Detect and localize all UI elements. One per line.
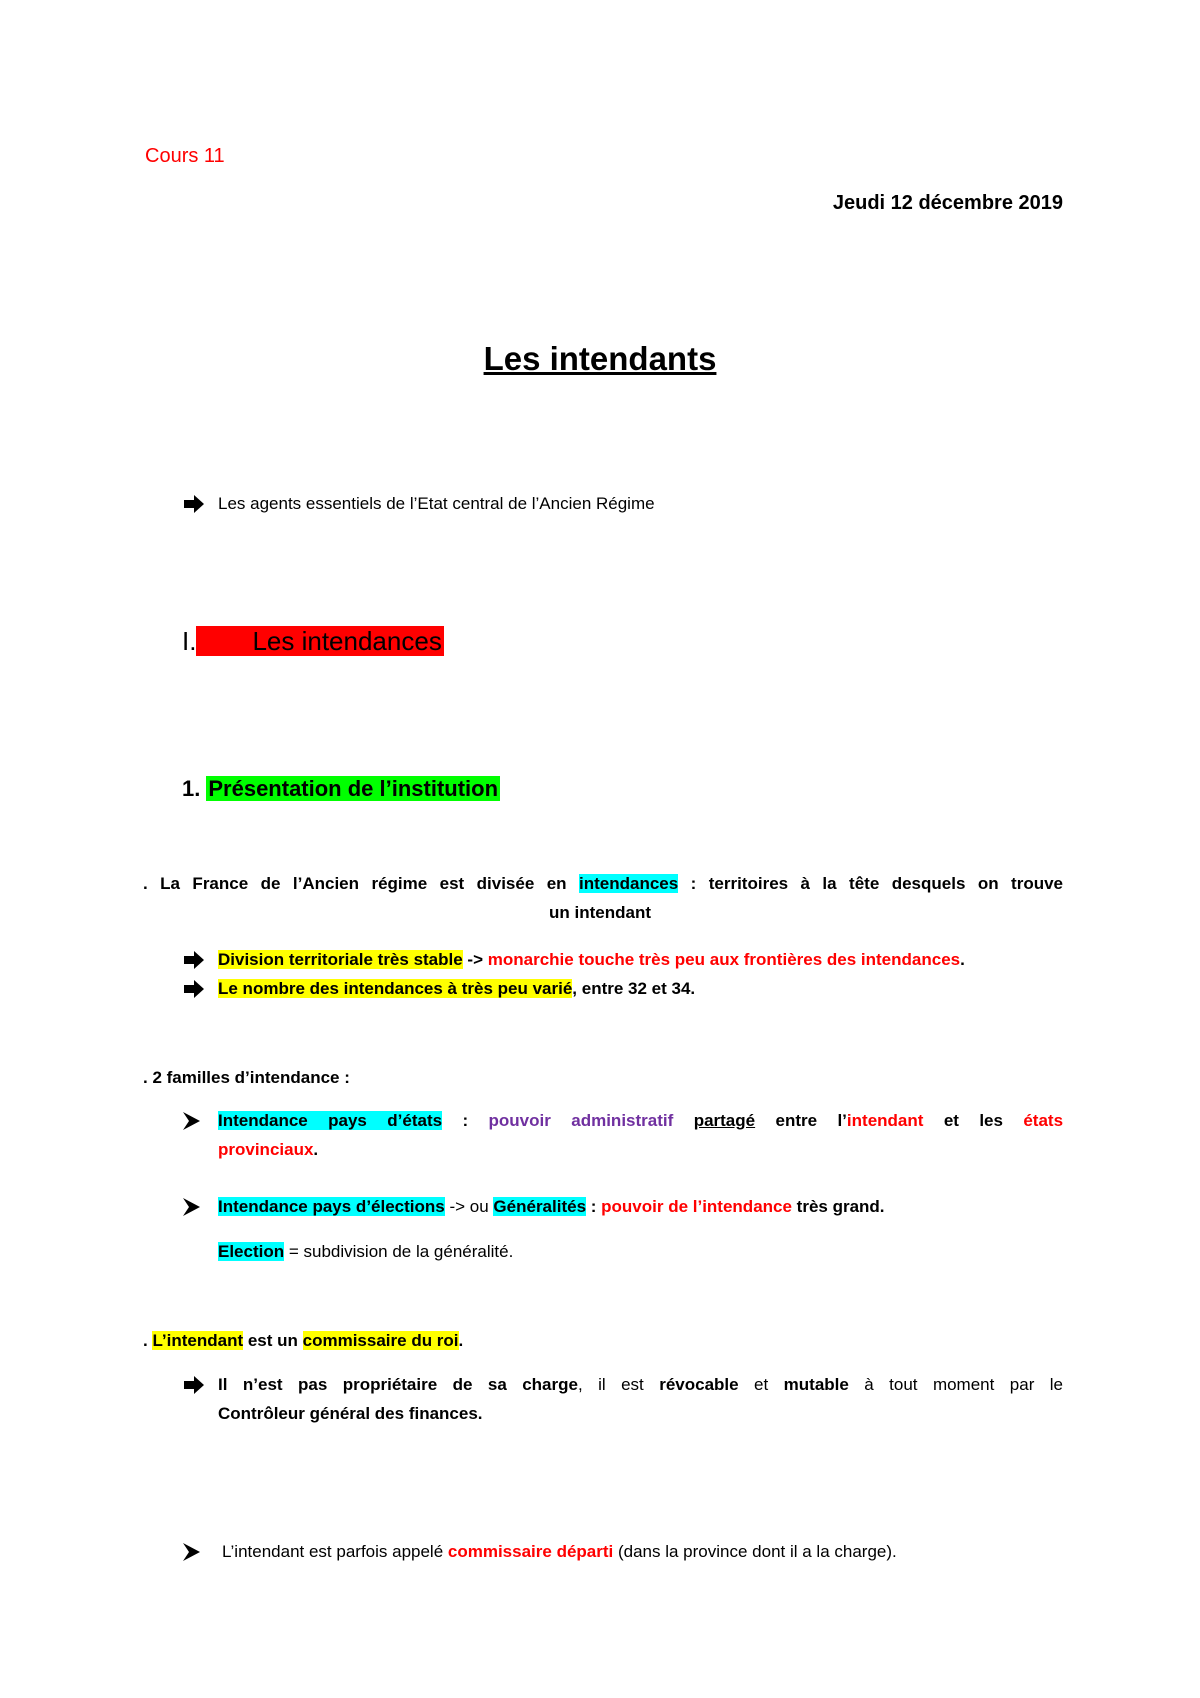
bullet-revocable: Il n’est pas propriétaire de sa charge, il est révocable et mutable à tout moment par le: [218, 1375, 1064, 1394]
bullet-pays-elections: Intendance pays d’élections -> ou Généralités : pouvoir de l’intendance très grand.: [218, 1197, 885, 1216]
arrow-bullet-icon: [182, 949, 206, 971]
subsection-heading: [182, 776, 500, 802]
bullet-division-stable: Division territoriale très stable -> monarchie touche très peu aux frontières des intendances.: [218, 950, 965, 969]
section-title: Les intendances: [196, 626, 443, 656]
paragraph-division-end: un intendant: [549, 903, 651, 922]
chevron-bullet-icon: [180, 1196, 204, 1218]
subsection-title: Présentation de l’institution: [208, 776, 499, 801]
arrow-bullet-icon: [182, 1374, 206, 1396]
bullet-revocable-end: Contrôleur général des finances.: [218, 1404, 483, 1423]
intro-text: Les agents essentiels de l’Etat central de l’Ancien Régime: [218, 494, 655, 513]
bullet-commissaire-departi: L’intendant est parfois appelé commissaire départi (dans la province dont il a la charge).: [222, 1542, 897, 1561]
course-label: Cours 11: [145, 145, 225, 167]
paragraph-familles: . 2 familles d’intendance :: [143, 1068, 350, 1087]
term-election: Election: [218, 1242, 285, 1261]
term-intendances: intendances: [579, 874, 679, 893]
bullet-nombre-intendances: Le nombre des intendances à très peu varié, entre 32 et 34.: [218, 979, 696, 998]
subsection-number: 1.: [182, 776, 201, 801]
arrow-bullet-icon: [182, 978, 206, 1000]
section-number: I.: [182, 626, 197, 656]
election-definition: Election = subdivision de la généralité.: [218, 1242, 514, 1261]
section-heading: [182, 626, 444, 657]
bullet-pays-etats: Intendance pays d’états : pouvoir administratif partagé entre l’intendant et les états: [218, 1111, 1064, 1130]
page-title: Les intendants: [483, 340, 717, 377]
chevron-bullet-icon: [180, 1110, 204, 1132]
paragraph-division: . La France de l’Ancien régime est divisée en intendances : territoires à la tête desquels on trouve: [143, 874, 1063, 893]
chevron-bullet-icon: [180, 1541, 204, 1563]
arrow-bullet-icon: [182, 493, 206, 515]
date-label: Jeudi 12 décembre 2019: [832, 192, 1063, 214]
paragraph-commissaire: . L’intendant est un commissaire du roi.: [143, 1331, 464, 1350]
bullet-pays-etats-end: provinciaux.: [218, 1140, 319, 1159]
